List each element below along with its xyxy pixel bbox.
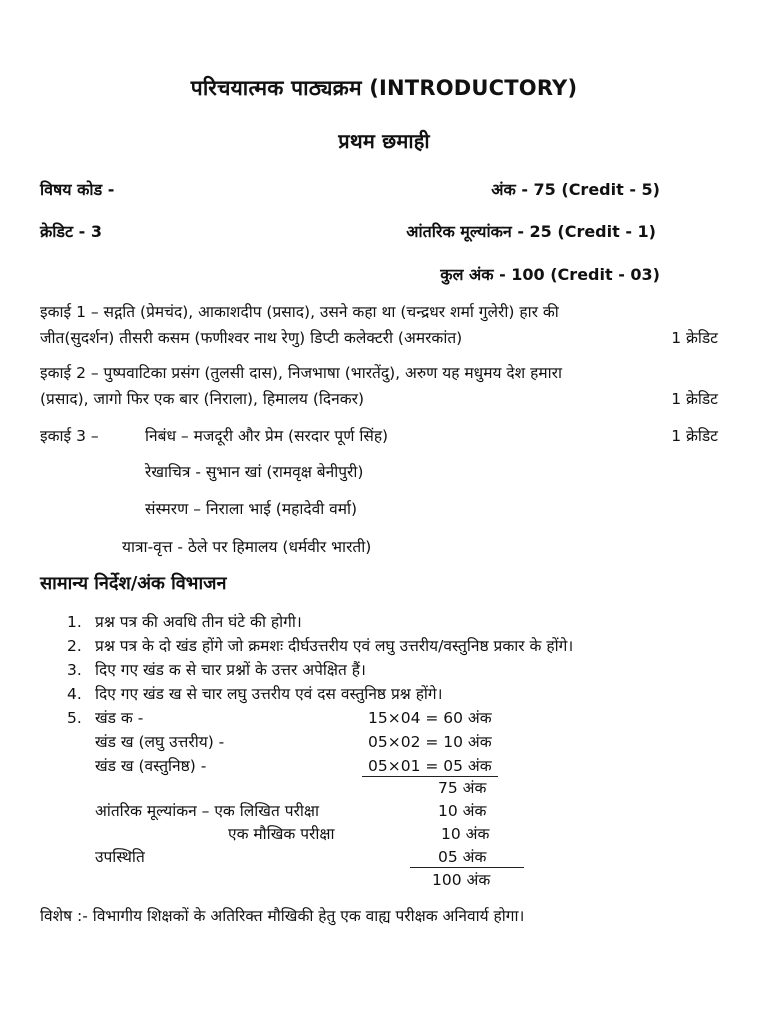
credit: क्रेडिट - 3 [40, 222, 102, 241]
section-a-marks: 15×04 = 60 अंक [368, 709, 492, 727]
internal-oral-label: एक मौखिक परीक्षा [228, 825, 335, 843]
unit3-item-essay: निबंध – मजदूरी और प्रेम (सरदार पूर्ण सिंह) [145, 427, 389, 445]
unit1-line1: इकाई 1 – सद्गति (प्रेमचंद), आकाशदीप (प्रसाद), उसने कहा था (चन्द्रधर शर्मा गुलेरी) हार की [40, 303, 559, 321]
instruction-item [67, 682, 443, 704]
internal-oral-marks: 10 अंक [441, 825, 490, 843]
section-b-objective-marks: 05×01 = 05 अंक [368, 757, 492, 775]
instruction-number: 1. [67, 613, 82, 631]
instruction-number: 3. [67, 661, 82, 679]
subject-code: विषय कोड - [40, 180, 115, 199]
instruction-item [67, 658, 366, 680]
unit1-line2: जीत(सुदर्शन) तीसरी कसम (फणीश्वर नाथ रेणु) डिप्टी कलेक्टरी (अमरकांत) [40, 329, 463, 347]
unit3-credit: 1 क्रेडिट [671, 427, 718, 445]
unit2-line1: इकाई 2 – पुष्पवाटिका प्रसंग (तुलसी दास), निजभाषा (भारतेंदु), अरुण यह मधुमय देश हमारा [40, 364, 562, 382]
instruction-text: प्रश्न पत्र के दो खंड होंगे जो क्रमशः दीर्घउत्तरीय एवं लघु उत्तरीय/वस्तुनिष्ठ प्रकार के होंगे। [95, 637, 574, 655]
instruction-number: 2. [67, 637, 82, 655]
unit2-line2: (प्रसाद), जागो फिर एक बार (निराला), हिमालय (दिनकर) [40, 390, 365, 408]
internal-written-marks: 10 अंक [438, 802, 487, 820]
marks-credit: अंक - 75 (Credit - 5) [491, 180, 660, 199]
unit2-credit: 1 क्रेडिट [671, 390, 718, 408]
attendance-label: उपस्थिति [95, 848, 145, 866]
instruction-text: खंड क - [95, 709, 144, 727]
unit3-item-memoir: संस्मरण – निराला भाई (महादेवी वर्मा) [145, 500, 358, 518]
page-title: परिचयात्मक पाठ्यक्रम (INTRODUCTORY) [190, 76, 578, 100]
unit3-label: इकाई 3 – [40, 427, 99, 445]
section-b-short-label: खंड ख (लघु उत्तरीय) - [95, 733, 225, 751]
instruction-text: दिए गए खंड क से चार प्रश्नों के उत्तर अपेक्षित हैं। [95, 661, 366, 679]
internal-assessment: आंतरिक मूल्यांकन - 25 (Credit - 1) [406, 222, 656, 241]
internal-written-label: आंतरिक मूल्यांकन – एक लिखित परीक्षा [95, 802, 319, 820]
unit3-item-sketch: रेखाचित्र - सुभान खां (रामवृक्ष बेनीपुरी) [145, 463, 364, 481]
page-subtitle: प्रथम छमाही [338, 129, 430, 153]
grand-total-marks: 100 अंक [432, 871, 491, 889]
instructions-heading: सामान्य निर्देश/अंक विभाजन [40, 573, 227, 594]
section-b-short-marks: 05×02 = 10 अंक [368, 733, 492, 751]
instruction-text: प्रश्न पत्र की अवधि तीन घंटे की होगी। [95, 613, 302, 631]
instruction-text: दिए गए खंड ख से चार लघु उत्तरीय एवं दस वस्तुनिष्ठ प्रश्न होंगे। [95, 685, 443, 703]
special-note: विशेष :- विभागीय शिक्षकों के अतिरिक्त मौखिकी हेतु एक वाह्य परीक्षक अनिवार्य होगा। [40, 907, 525, 925]
instruction-item [67, 634, 573, 656]
instruction-number: 4. [67, 685, 82, 703]
total-marks: कुल अंक - 100 (Credit - 03) [440, 265, 660, 284]
attendance-marks: 05 अंक [438, 848, 487, 866]
unit3-item-travelogue: यात्रा-वृत्त - ठेले पर हिमालय (धर्मवीर भारती) [122, 538, 372, 556]
instruction-item [67, 706, 143, 728]
instruction-item [67, 610, 302, 632]
instruction-number: 5. [67, 709, 82, 727]
subtotal-marks: 75 अंक [438, 779, 487, 797]
section-b-objective-label: खंड ख (वस्तुनिष्ठ) - [95, 757, 207, 775]
unit1-credit: 1 क्रेडिट [671, 329, 718, 347]
